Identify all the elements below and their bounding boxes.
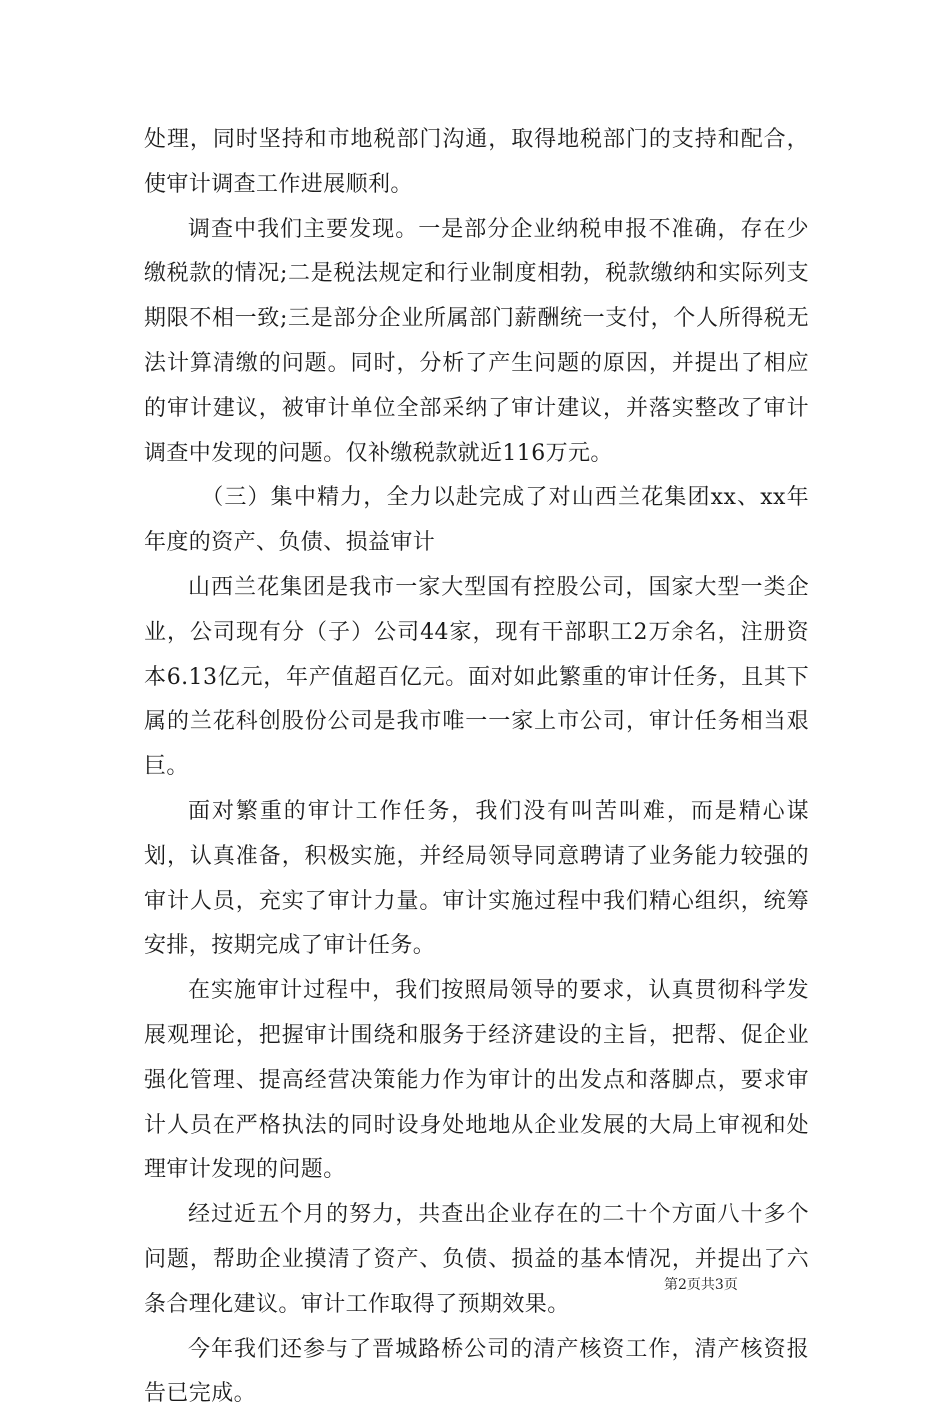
- document-body: [144, 118, 809, 1417]
- paragraph-results: 经过近五个月的努力，共查出企业存在的二十个方面八十多个问题，帮助企业摸清了资产、负债、损益的基本情况，并提出了六条合理化建议。审计工作取得了预期效果。: [144, 1202, 809, 1317]
- section-heading-3: （三）集中精力，全力以赴完成了对山西兰花集团xx、xx年年度的资产、负债、损益审计: [144, 485, 809, 556]
- paragraph-implementation: 在实施审计过程中，我们按照局领导的要求，认真贯彻科学发展观理论，把握审计围绕和服务于经济建设的主旨，把帮、促企业强化管理、提高经营决策能力作为审计的出发点和落脚点，要求审计人员在严格执法的同时设身处地地从企业发展的大局上审视和处理审计发现的问题。: [144, 978, 809, 1183]
- paragraph-asset-verification: 今年我们还参与了晋城路桥公司的清产核资工作，清产核资报告已完成。: [144, 1336, 809, 1407]
- paragraph-planning: 面对繁重的审计工作任务，我们没有叫苦叫难，而是精心谋划，认真准备，积极实施，并经局领导同意聘请了业务能力较强的审计人员，充实了审计力量。审计实施过程中我们精心组织，统筹安排，按期完成了审计任务。: [144, 798, 809, 959]
- paragraph-findings: 调查中我们主要发现。一是部分企业纳税申报不准确，存在少缴税款的情况;二是税法规定和行业制度相勃，税款缴纳和实际列支期限不相一致;三是部分企业所属部门薪酬统一支付，个人所得税无法计算清缴的问题。同时，分析了产生问题的原因，并提出了相应的审计建议，被审计单位全部采纳了审计建议，并落实整改了审计调查中发现的问题。仅补缴税款就近116万元。: [144, 216, 809, 466]
- page-number-footer: 第2页共3页: [664, 1277, 738, 1293]
- paragraph-lanhua-intro: 山西兰花集团是我市一家大型国有控股公司，国家大型一类企业，公司现有分（子）公司44家，现有干部职工2万余名，注册资本6.13亿元，年产值超百亿元。面对如此繁重的审计任务，且其下属的兰花科创股份公司是我市唯一一家上市公司，审计任务相当艰巨。: [144, 574, 809, 780]
- paragraph-continuation: 处理，同时坚持和市地税部门沟通，取得地税部门的支持和配合，使审计调查工作进展顺利。: [144, 127, 809, 197]
